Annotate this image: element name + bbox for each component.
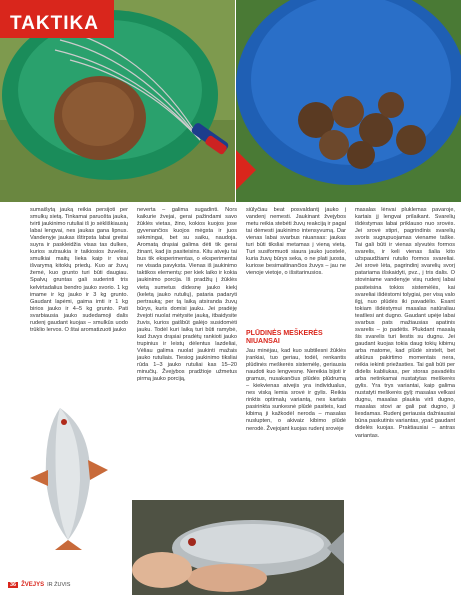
subheading: PLŪDINĖS MEŠKERĖS NIUANSAI — [246, 330, 323, 345]
section-label: TAKTIKA — [0, 0, 114, 38]
roach-fish-image — [20, 400, 120, 550]
photo-fish-in-hand — [132, 500, 344, 595]
text-column-2: nevertа – galima sugadinti. Nors kaikurie žvejai, gerai pažindami savo žūklės vietas, žino, kokios kuojos jose gyvenančios kuojos mėgsta ir juos sėkmingai, bet su saiku, naudoja. Aromatą drąsiai galima dėti tik gerai žinant, kad jis pasiteisins. Kitu atveju tai bus tik eksperimentas, o eksperimentai ne visada pavyksta. Vienas iš jaukinimo taktikos elementų: per kiek laiko ir kokia jaukinimo porcija. Iš pradžių į žūklės vietą sumetus didesnę jauko kiekį (keletą jauko rutulių), pataria padaryti pertrauką; per tą laiką atsiranda žuvų būrys, kuris domisi jauku. Jei pradėję žvejoti nuolat mėtysite jauką, itbaidysite žuvis, kurios gaišbūt galėjo susidomėti jauku. Todėl kuri laiką turi būti ramybė, kad žuvys drąsiai pradėtų rankioti jauko trupinius ir leistų dėlentus lazdeliai, Vėliau galima nuolat jaukinti mažais jauko rutuliais. Tiesiog jaukinimo tiksliai rūda 1–3 jauko rutuliai kas 15–20 minučių. Žvejybos pradžioje užmetus pirmą jauko porciją, — [137, 207, 237, 383]
text-column-3b: Jau minėjau, kad kuo subtilesni žūklės įrankiai, tuo geriau, todėl, renkantis plūdinės meškerės sistemėlę, geriausia naudoti kuo lengvesnę. Nereikia bijoti ir gramus, nusakančius plūdės plūdrumą – kiekvienas atvejis yra individualus, nes viską lemia srovė ir gylis. Reikia rinktis optimalų variantą, nes kartais pasirinkta sunkesnė plūdė pasiteis, kad kibimą ji kažkodėl neroda – masalas nuslupten, o akivaiz kibimo plūdė nerodė. Žvejojant kuojas rudenį srovėje — [246, 348, 346, 432]
text-column-3a: siūlyčiau beat posvaldantį jauko į vandenį nemesti. Jaukinant žvejybos metu reikia stebėti žuvų reakciją ir pagal tai dėmesti jaukinimo intensyvumą. Dar vienas labai svarbus niuansas: jaukas turi būti tiksliai metamas į vieną vietą. Turi susiformuoti siaura jauko juostelė, kuria žuvų būrys seka, o ne plati juosta, kuriose besimaitinančios žuvys – jau ne vienoje vietoje, o išsitarinusios. — [246, 207, 346, 277]
text-column-4: masalas lėnvai pluklemas pavaroje, kartais jį lengvai prilaikant. Svarelių išdėstymas labai priklauso nuo srovės. Jei srovė stipri, pagrindinis svarelių svoris sugrupuojamas viename taške. Tai gali būti ir vienas slyvutės formos svarelis, ir keli vienas šalia kito užspaudžiami rutulio formos svareliai. Jei srovė lėta, pagrindinį svarelių svorį patariama išskaidyti, pvz., į tris dalis. O stoviniame vandenyje visų rudenį labai pasiteisina tokios sistemėlės, kai svareliai išdėstomi tolygiai, per visą valo ilgį, nuo plūdės iki pavadėlio. Esant tokiam išdėstymui masalas natūraliau teatliesi ant dugno. Gaudant upėje labai svarbus pats mažiausias apatinis svarelis – jo padėtis. Plukdant masalą šis svarelis turi liestis su dugnu. Jei gaudant kuojas tokia daug tokių kibimų arba matome, kad plūdė sirstelt, bet atkūrus pakirtimo momentais nera, reikia iekinti priežasties. Tai gali būti per didelis kabliukas, per storas pavadėlis arba netinkamai nustatytas meškerės gylis. Yra trys variantai, kaip galima nustatyti meškerės gylį: masalas velkasi dugnu, masalas plaukia virš dugno, masalas stovi ar gali pat dugno, ji liesdamas. Rudenį geriausia dažniausiai būna paskutinis variantas, ypač gaudant didelės kuojas. Praktiausiai – antras variantas. — [355, 207, 455, 439]
magazine-brand: ŽVEJYS — [21, 582, 45, 588]
magazine-issue: IR ŽUVIS — [47, 582, 71, 588]
page-footer — [8, 582, 70, 588]
page-number: 36 — [10, 582, 17, 588]
photo-blue-bucket-balls — [236, 0, 461, 202]
text-column-1: sumaišytą jauką reikia persijoti per smulkų sietą. Tinkamai paruošta jauka, tvirti jaukinimo rutuliai iš jo sėkliškiausių labai lengvai, nes jaukas gana lipnus. Vandenyje jaukas ištirpsta labai greitai suyra ir paskleidžia visas tas dulkes, kurios sutraukia ir taikiosios žuvelės, smulkiai maitų lieka kaip ir visai išvarymą kitokių priedų. Kuo ar žuvų žemė, kuo grunto turi būti daugiau. Spalvų gruntas gali suderinti tris kelvirtadalius bendro jauko svorio. 1 kg imame ir kg jauko ir 3 kg grunto. Gaudant lapėmi, gaima imti ir 1 kg birios jauko ir 4–5 kg grunto. Pati svarbiausia jauko sudedamoji dalis rudenį gaudant kuojas – smulkūs uodo trūklio lervos. O štai aromatizuoti jauko — [30, 207, 128, 333]
